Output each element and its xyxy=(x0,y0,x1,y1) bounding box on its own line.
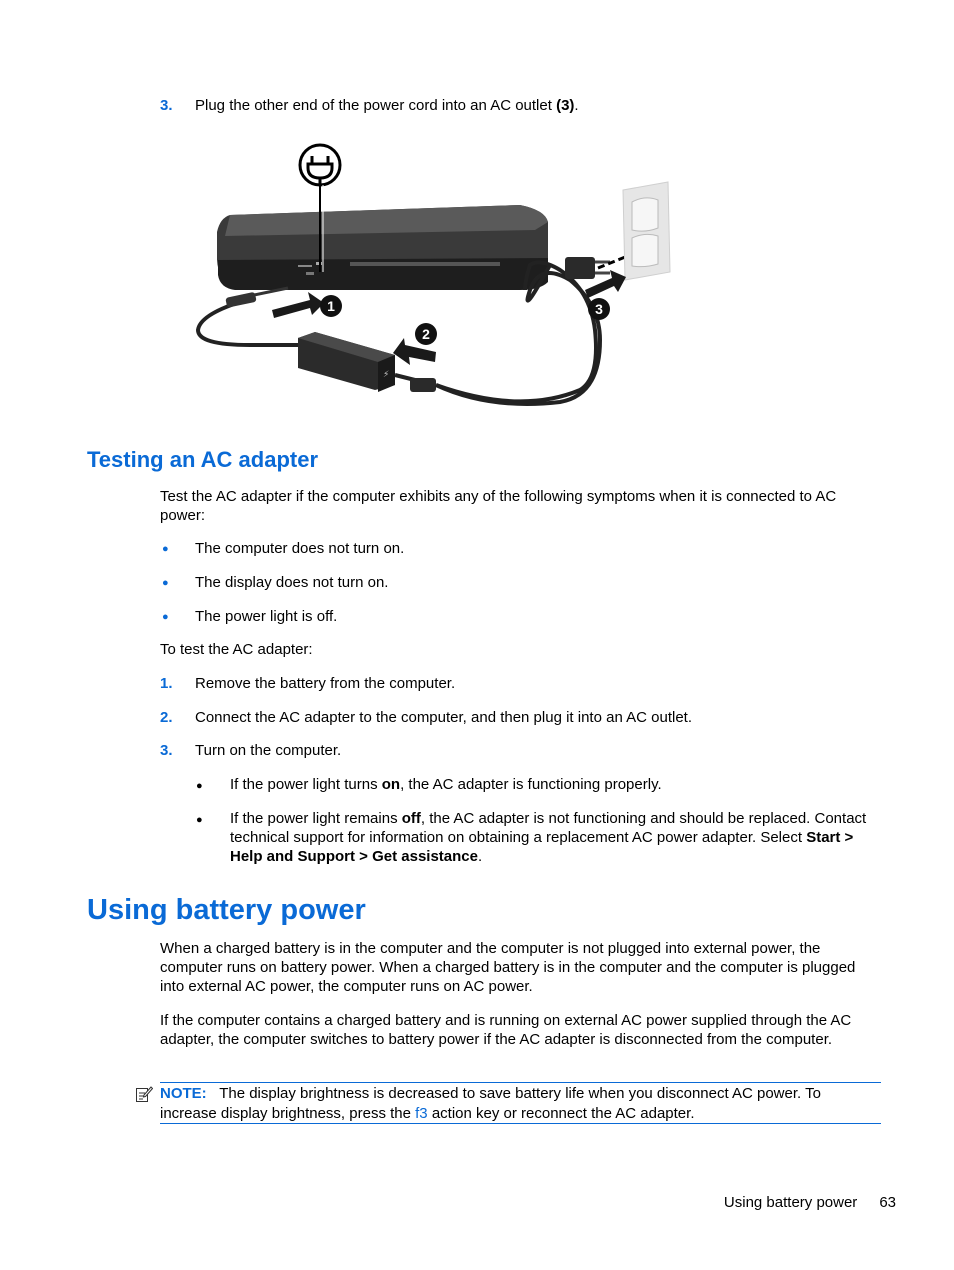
text-span: action key or reconnect the AC adapter. xyxy=(427,1105,695,1122)
text-span: The display brightness is decreased to save battery life when you disconnect AC power. To increase display brightness, press the xyxy=(160,1085,821,1122)
bullet-icon: ● xyxy=(196,814,203,826)
laptop-image xyxy=(217,205,548,290)
svg-text:2: 2 xyxy=(422,326,430,342)
text-span: If the power light remains xyxy=(230,810,402,827)
callout-1 xyxy=(320,295,342,317)
svg-text:1: 1 xyxy=(327,298,335,314)
callout-3 xyxy=(588,298,610,320)
text-span: , the AC adapter is functioning properly. xyxy=(400,776,662,793)
ac-adapter-brick xyxy=(298,332,395,392)
wall-outlet xyxy=(623,182,670,280)
menu-path: Start > Help and Support > Get assistance xyxy=(230,829,854,865)
note-icon xyxy=(135,1085,153,1103)
battery-paragraph-1: When a charged battery is in the computer and the computer is not plugged into external power, the computer runs on battery power. When a charged battery is in the computer and the computer is plugged into external AC power, the computer runs on AC power. xyxy=(160,940,856,995)
step-number: 3. xyxy=(160,742,173,759)
text-span: , the AC adapter is not functioning and should be replaced. Contact technical support for information on obtaining a replacement AC power adapter. Select xyxy=(230,810,867,846)
step-number: 2. xyxy=(160,709,173,726)
svg-text:⚡: ⚡ xyxy=(383,370,390,380)
step-text-c: . xyxy=(574,97,579,114)
text-span: . xyxy=(477,848,483,865)
ac-adapter-illustration xyxy=(190,140,680,415)
svg-text:3: 3 xyxy=(595,301,603,317)
note-text xyxy=(160,1083,881,1124)
step-text xyxy=(195,96,917,115)
symptom-item: The power light is off. xyxy=(195,608,338,625)
step-number: 3. xyxy=(160,97,173,114)
text-bold: off xyxy=(401,810,421,827)
bullet-icon: ● xyxy=(162,611,169,623)
text-bold: on xyxy=(381,776,401,793)
page-number: 63 xyxy=(879,1194,896,1211)
intro-paragraph: Test the AC adapter if the computer exhibits any of the following symptoms when it is connected to AC power: xyxy=(160,488,837,524)
step-text: Turn on the computer. xyxy=(195,742,342,759)
battery-paragraph-2: If the computer contains a charged battery and is running on external AC power supplied through the AC adapter, the computer switches to battery power if the AC adapter is disconnected from the computer. xyxy=(160,1012,852,1048)
footer-title: Using battery power xyxy=(723,1194,858,1211)
section-heading-testing: Testing an AC adapter xyxy=(87,447,319,472)
bullet-icon: ● xyxy=(162,577,169,589)
step-text-bold: (3) xyxy=(556,97,575,114)
sub-bullet-off xyxy=(230,809,880,866)
note-box xyxy=(160,1082,881,1124)
bullet-icon: ● xyxy=(162,543,169,555)
callout-2 xyxy=(415,323,437,345)
page-footer xyxy=(724,1193,896,1212)
symptom-item: The computer does not turn on. xyxy=(195,540,405,557)
step-text: Remove the battery from the computer. xyxy=(195,675,456,692)
step-text-a: Plug the other end of the power cord into an AC outlet xyxy=(195,97,557,114)
note-label: NOTE: xyxy=(160,1085,207,1102)
step-number: 1. xyxy=(160,675,173,692)
bullet-icon: ● xyxy=(196,780,203,792)
text-span: If the power light turns xyxy=(230,776,382,793)
step-text: Connect the AC adapter to the computer, and then plug it into an AC outlet. xyxy=(195,709,692,726)
symptom-item: The display does not turn on. xyxy=(195,574,389,591)
sub-bullet-on xyxy=(230,775,880,794)
f3-key-link[interactable]: f3 xyxy=(415,1105,428,1122)
steps-lead: To test the AC adapter: xyxy=(160,641,313,658)
section-heading-battery: Using battery power xyxy=(87,894,366,926)
